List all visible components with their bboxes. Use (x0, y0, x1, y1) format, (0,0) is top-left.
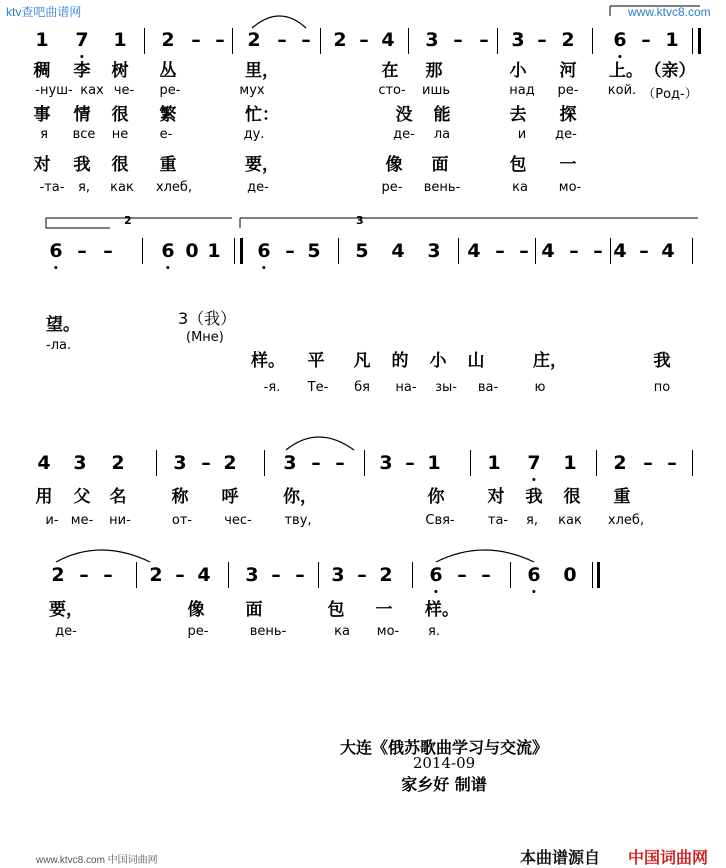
note: 1 (427, 452, 441, 474)
note: – (667, 452, 677, 474)
lyric-ru: де- (555, 127, 577, 142)
note: – (191, 29, 201, 51)
lyric-ru: мух (239, 83, 265, 98)
note: – (201, 452, 211, 474)
lyric-ru: я (40, 127, 48, 142)
note: 3 (425, 29, 439, 51)
note: 6 (161, 242, 174, 261)
lyric-ru: ка (334, 624, 350, 639)
lyric-ru: де- (247, 180, 269, 195)
note: – (405, 452, 415, 474)
lyric-zh: 一 (559, 155, 577, 175)
lyric-ru: ре- (557, 83, 579, 98)
note: 3 (379, 452, 393, 474)
lyric-zh: 呼 (221, 487, 239, 507)
lyric-ru: зы- (435, 380, 457, 395)
note: 6 (613, 31, 626, 50)
lyric-zh: 面 (431, 155, 449, 175)
lyric-zh: 凡 (353, 351, 371, 371)
lyric-ru: кой. (607, 83, 637, 98)
note: 0 (563, 564, 577, 586)
slur (252, 16, 306, 28)
note: – (311, 452, 321, 474)
lyric-zh: 父 (73, 487, 91, 507)
note: – (593, 240, 603, 262)
lyric-ru: ме- (70, 513, 94, 528)
lyric-ru: сто- (378, 83, 406, 98)
slur (436, 550, 534, 562)
note: 3 (511, 29, 525, 51)
lyric-zh: 河 (559, 61, 577, 81)
note: – (79, 564, 89, 586)
lyric-zh: 庄， (533, 351, 567, 371)
lyric-zh: （亲） (644, 61, 696, 81)
note: 2 (613, 452, 627, 474)
lyric-zh: 忙： (245, 105, 279, 125)
lyric-zh: 稠 (33, 61, 51, 81)
note: 4 (391, 240, 405, 262)
note: – (481, 564, 491, 586)
lyric-zh: 你 (427, 487, 445, 507)
lyric-zh: 包 (327, 600, 345, 620)
note: – (335, 452, 345, 474)
lyric-ru: и- (45, 513, 59, 528)
lyric-ru: де- (393, 127, 415, 142)
note: 3 (173, 452, 187, 474)
lyric-ru: -нуш- (35, 83, 73, 98)
lyric-ru: та- (487, 513, 509, 528)
note: – (537, 29, 547, 51)
lyric-ru: Свя- (425, 513, 455, 528)
lyric-zh: 我 (653, 351, 671, 371)
lyric-zh: 一 (375, 600, 393, 620)
lyric-zh: 去 (509, 105, 527, 125)
lyric-zh: 像 (187, 600, 205, 620)
lyric-zh: 探 (559, 105, 577, 125)
lyric-ru: ва- (477, 380, 499, 395)
lyric-zh: 很 (111, 155, 129, 175)
lyric-ru: все (72, 127, 96, 142)
lyric-ru: чес- (224, 513, 252, 528)
lyric-zh: 繁 (159, 105, 177, 125)
note: – (277, 29, 287, 51)
note: – (643, 452, 653, 474)
note: 6 (49, 242, 62, 261)
note: 3 (427, 240, 441, 262)
lyric-zh: 你， (283, 487, 317, 507)
note: 3 (283, 452, 297, 474)
note: 2 (379, 564, 393, 586)
lyric-zh: 望。 (46, 315, 80, 335)
lyric-zh: 在 (381, 61, 399, 81)
lyric-zh: 称 (171, 487, 189, 507)
lyric-ru: ре- (187, 624, 209, 639)
note: 3 (73, 452, 87, 474)
note: – (295, 564, 305, 586)
lyric-zh: 很 (111, 105, 129, 125)
lyric-zh: 面 (245, 600, 263, 620)
note: – (457, 564, 467, 586)
lyric-zh: 我 (525, 487, 543, 507)
lyric-ru: -та- (39, 180, 65, 195)
note: 2 (111, 452, 125, 474)
lyric-zh: 重 (613, 487, 631, 507)
lyric-ru: вень- (249, 624, 287, 639)
note: 1 (487, 452, 501, 474)
lyric-zh: 重 (159, 155, 177, 175)
note: – (639, 240, 649, 262)
note: – (453, 29, 463, 51)
note: 1 (563, 452, 577, 474)
lyric-ru: мо- (558, 180, 582, 195)
lyric-ru: -ла. (46, 338, 72, 353)
lyric-ru: хлеб, (155, 180, 193, 195)
lyric-zh: 对 (487, 487, 505, 507)
watermark-bottom-left: www.ktvc8.com 中国词曲网 (36, 855, 158, 866)
lyric-ru: Те- (307, 380, 329, 395)
lyric-zh: 对 (33, 155, 51, 175)
lyric-ru: я, (526, 513, 538, 528)
note: – (103, 564, 113, 586)
lyric-ru: де- (55, 624, 77, 639)
note: – (103, 240, 113, 262)
lyric-ru: ду. (243, 127, 265, 142)
lyric-zh: 我 (73, 155, 91, 175)
note: – (271, 564, 281, 586)
lyric-zh: 小 (509, 61, 527, 81)
lyric-zh: 丛 (159, 61, 177, 81)
lyric-ru: ю (534, 380, 546, 395)
note: 2 (333, 29, 347, 51)
lyric-ru: че- (113, 83, 135, 98)
lyric-zh: 用 (35, 487, 53, 507)
lyric-zh: 样。 (425, 600, 459, 620)
note: 2 (51, 564, 65, 586)
note: 7 (75, 31, 88, 50)
lyric-zh: 能 (433, 105, 451, 125)
note: 4 (613, 240, 627, 262)
note: 6 (527, 566, 540, 585)
lyric-ru: я, (78, 180, 90, 195)
lyric-ru: бя (354, 380, 370, 395)
lyric-zh: 里， (245, 61, 279, 81)
watermark-source-label: 本曲谱源自 (520, 850, 601, 867)
lyric-zh: 样。 (251, 351, 285, 371)
lyric-ru: ла (433, 127, 451, 142)
lyric-ru: от- (171, 513, 193, 528)
note: 4 (37, 452, 51, 474)
lyric-ru: тву, (284, 513, 312, 528)
lyric-zh: 小 (429, 351, 447, 371)
lyric-zh: 树 (111, 61, 129, 81)
lyric-ru: е- (159, 127, 173, 142)
watermark-top-left: ktv查吧曲谱网 (6, 5, 82, 19)
note: 7 (527, 454, 540, 473)
note: 4 (381, 29, 395, 51)
lyric-ru: (Мне) (186, 330, 224, 345)
note: – (495, 240, 505, 262)
lyric-zh: 山 (467, 351, 485, 371)
lyric-zh: 李 (73, 61, 91, 81)
lyric-ru: как (110, 180, 134, 195)
note: – (357, 564, 367, 586)
lyric-ru: как (558, 513, 582, 528)
note: – (301, 29, 311, 51)
lyric-ru: ках (80, 83, 104, 98)
note: 1 (207, 240, 221, 262)
lyric-ru: по (653, 380, 671, 395)
note: 6 (429, 566, 442, 585)
credit-source: 大连《俄苏歌曲学习与交流》 (339, 738, 549, 757)
note: 2 (149, 564, 163, 586)
lyric-zh: 情 (73, 105, 91, 125)
note: 5 (355, 240, 369, 262)
note: – (479, 29, 489, 51)
note: – (569, 240, 579, 262)
slur (56, 550, 150, 562)
lyric-ru: ка (512, 180, 528, 195)
note: 2 (161, 29, 175, 51)
note: 2 (223, 452, 237, 474)
volta-number: 3 (356, 214, 364, 227)
note: 4 (541, 240, 555, 262)
lyric-ru: мо- (376, 624, 400, 639)
note: 2 (247, 29, 261, 51)
lyric-ru: над (509, 83, 535, 98)
note: 1 (35, 29, 49, 51)
lyric-zh: 名 (109, 487, 127, 507)
note: 3 (245, 564, 259, 586)
lyric-zh: 要， (49, 600, 83, 620)
lyric-zh: 3（我） (178, 309, 237, 328)
lyric-zh: 事 (33, 105, 51, 125)
lyric-ru: ре- (381, 180, 403, 195)
lyric-zh: 包 (509, 155, 527, 175)
lyric-ru: не (111, 127, 129, 142)
lyric-zh: 要， (245, 155, 279, 175)
note: – (641, 29, 651, 51)
lyric-ru: -я. (263, 380, 281, 395)
credit-date: 2014-09 (412, 754, 476, 772)
note: – (359, 29, 369, 51)
lyric-ru: хлеб, (607, 513, 645, 528)
slur (286, 437, 354, 450)
lyric-zh: 上。 (609, 61, 643, 81)
lyric-ru: ре- (159, 83, 181, 98)
watermark-brand: 中国词曲网 (628, 850, 709, 867)
lyric-zh: 那 (425, 61, 443, 81)
note: 1 (113, 29, 127, 51)
note: 4 (467, 240, 481, 262)
lyric-zh: 的 (391, 351, 409, 371)
lyric-ru: ишь (421, 83, 451, 98)
lyric-ru: вень- (423, 180, 461, 195)
lyric-ru: （Род-） (642, 87, 698, 102)
lyric-zh: 很 (563, 487, 581, 507)
note: – (285, 240, 295, 262)
note: 4 (197, 564, 211, 586)
lyric-zh: 平 (307, 351, 325, 371)
volta-number: 2 (124, 214, 132, 227)
lyric-ru: ни- (109, 513, 131, 528)
note: 1 (665, 29, 679, 51)
credit-transcriber: 家乡好 制谱 (401, 775, 487, 794)
lyric-ru: и (517, 127, 527, 142)
note: – (77, 240, 87, 262)
lyric-zh: 没 (395, 105, 413, 125)
lyric-ru: я. (428, 624, 440, 639)
note: – (175, 564, 185, 586)
lyric-zh: 像 (385, 155, 403, 175)
note: 5 (307, 240, 321, 262)
watermark-top-right: www.ktvc8.com (628, 5, 711, 19)
note: – (519, 240, 529, 262)
note: 3 (331, 564, 345, 586)
note: 4 (661, 240, 675, 262)
note: 6 (257, 242, 270, 261)
lyric-ru: на- (395, 380, 417, 395)
note: 0 (185, 240, 199, 262)
note: 2 (561, 29, 575, 51)
note: – (215, 29, 225, 51)
